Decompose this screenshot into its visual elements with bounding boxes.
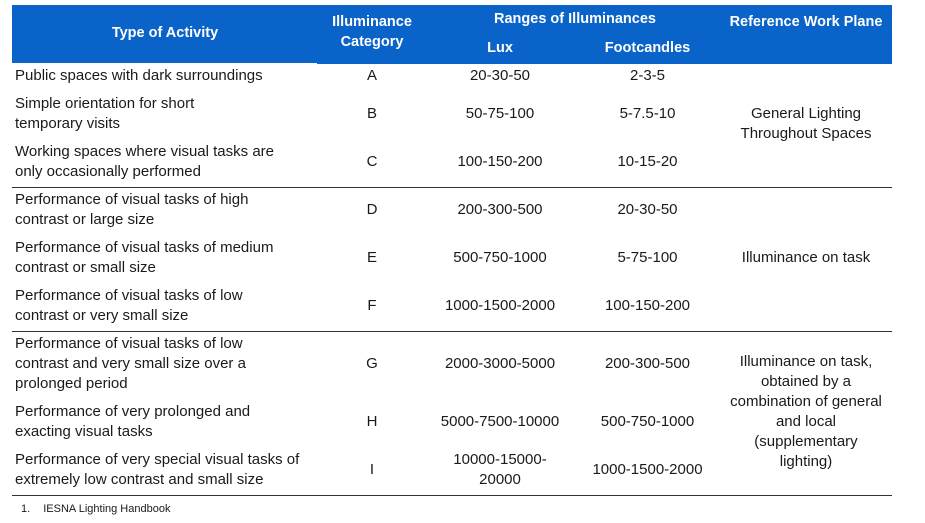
row-g-lux: 2000-3000-5000: [444, 355, 556, 372]
row-e-lux: 500-750-1000: [453, 249, 547, 266]
row-i-footcandles: 1000-1500-2000: [592, 461, 703, 478]
header-category: Illuminance Category: [332, 14, 412, 50]
row-b-category: B: [366, 105, 377, 122]
header-reference: Reference Work Plane: [729, 14, 883, 30]
reference-general-lighting: General Lighting Throughout Spaces: [740, 105, 872, 142]
row-c-footcandles: 10-15-20: [617, 153, 678, 170]
row-i-activity: Performance of very special visual tasks of extremely low contrast and small size: [15, 451, 300, 488]
reference-illuminance-combination: Illuminance on task, obtained by a combination of general and local (supplementary lighting): [730, 353, 882, 470]
row-b-lux: 50-75-100: [465, 105, 535, 122]
header-lux: Lux: [487, 40, 513, 56]
table-bottom-rule: [12, 495, 892, 496]
row-f-lux: 1000-1500-2000: [444, 297, 556, 314]
row-e-footcandles: 5-75-100: [617, 249, 678, 266]
row-f-activity: Performance of visual tasks of low contrast or very small size: [15, 287, 243, 324]
row-h-category: H: [366, 413, 378, 430]
header-activity: Type of Activity: [111, 25, 219, 41]
group-divider: [12, 187, 892, 188]
row-d-category: D: [366, 201, 378, 218]
footnote: [21, 503, 170, 515]
row-b-activity: Simple orientation for short temporary visits: [15, 95, 195, 132]
footnote-text: IESNA Lighting Handbook: [43, 503, 171, 515]
row-d-footcandles: 20-30-50: [617, 201, 678, 218]
row-f-footcandles: 100-150-200: [604, 297, 691, 314]
reference-illuminance-on-task: Illuminance on task: [741, 249, 871, 266]
row-b-footcandles: 5-7.5-10: [619, 105, 676, 122]
header-ranges: Ranges of Illuminances: [494, 11, 656, 27]
row-e-activity: Performance of visual tasks of medium contrast or small size: [15, 239, 274, 276]
group-divider: [12, 331, 892, 332]
row-e-category: E: [366, 249, 377, 266]
row-g-category: G: [366, 355, 378, 372]
row-c-category: C: [366, 153, 378, 170]
row-i-lux: 10000-15000-20000: [453, 451, 547, 488]
row-c-lux: 100-150-200: [457, 153, 543, 170]
row-a-activity: Public spaces with dark surroundings: [15, 67, 263, 84]
row-a-category: A: [366, 67, 377, 84]
row-i-category: I: [369, 461, 375, 478]
row-d-activity: Performance of visual tasks of high contrast or large size: [15, 191, 249, 228]
row-h-footcandles: 500-750-1000: [600, 413, 695, 430]
row-g-activity: Performance of visual tasks of low contrast and very small size over a prolonged period: [15, 335, 246, 392]
row-h-activity: Performance of very prolonged and exacting visual tasks: [15, 403, 251, 440]
header-divider: [317, 63, 892, 64]
row-c-activity: Working spaces where visual tasks are only occasionally performed: [15, 143, 274, 180]
header-footcandles: Footcandles: [604, 40, 691, 56]
row-a-lux: 20-30-50: [469, 67, 531, 84]
row-g-footcandles: 200-300-500: [604, 355, 691, 372]
row-d-lux: 200-300-500: [457, 201, 543, 218]
row-h-lux: 5000-7500-10000: [440, 413, 560, 430]
row-a-footcandles: 2-3-5: [629, 67, 666, 84]
row-f-category: F: [367, 297, 377, 314]
footnote-number: 1.: [21, 503, 31, 515]
